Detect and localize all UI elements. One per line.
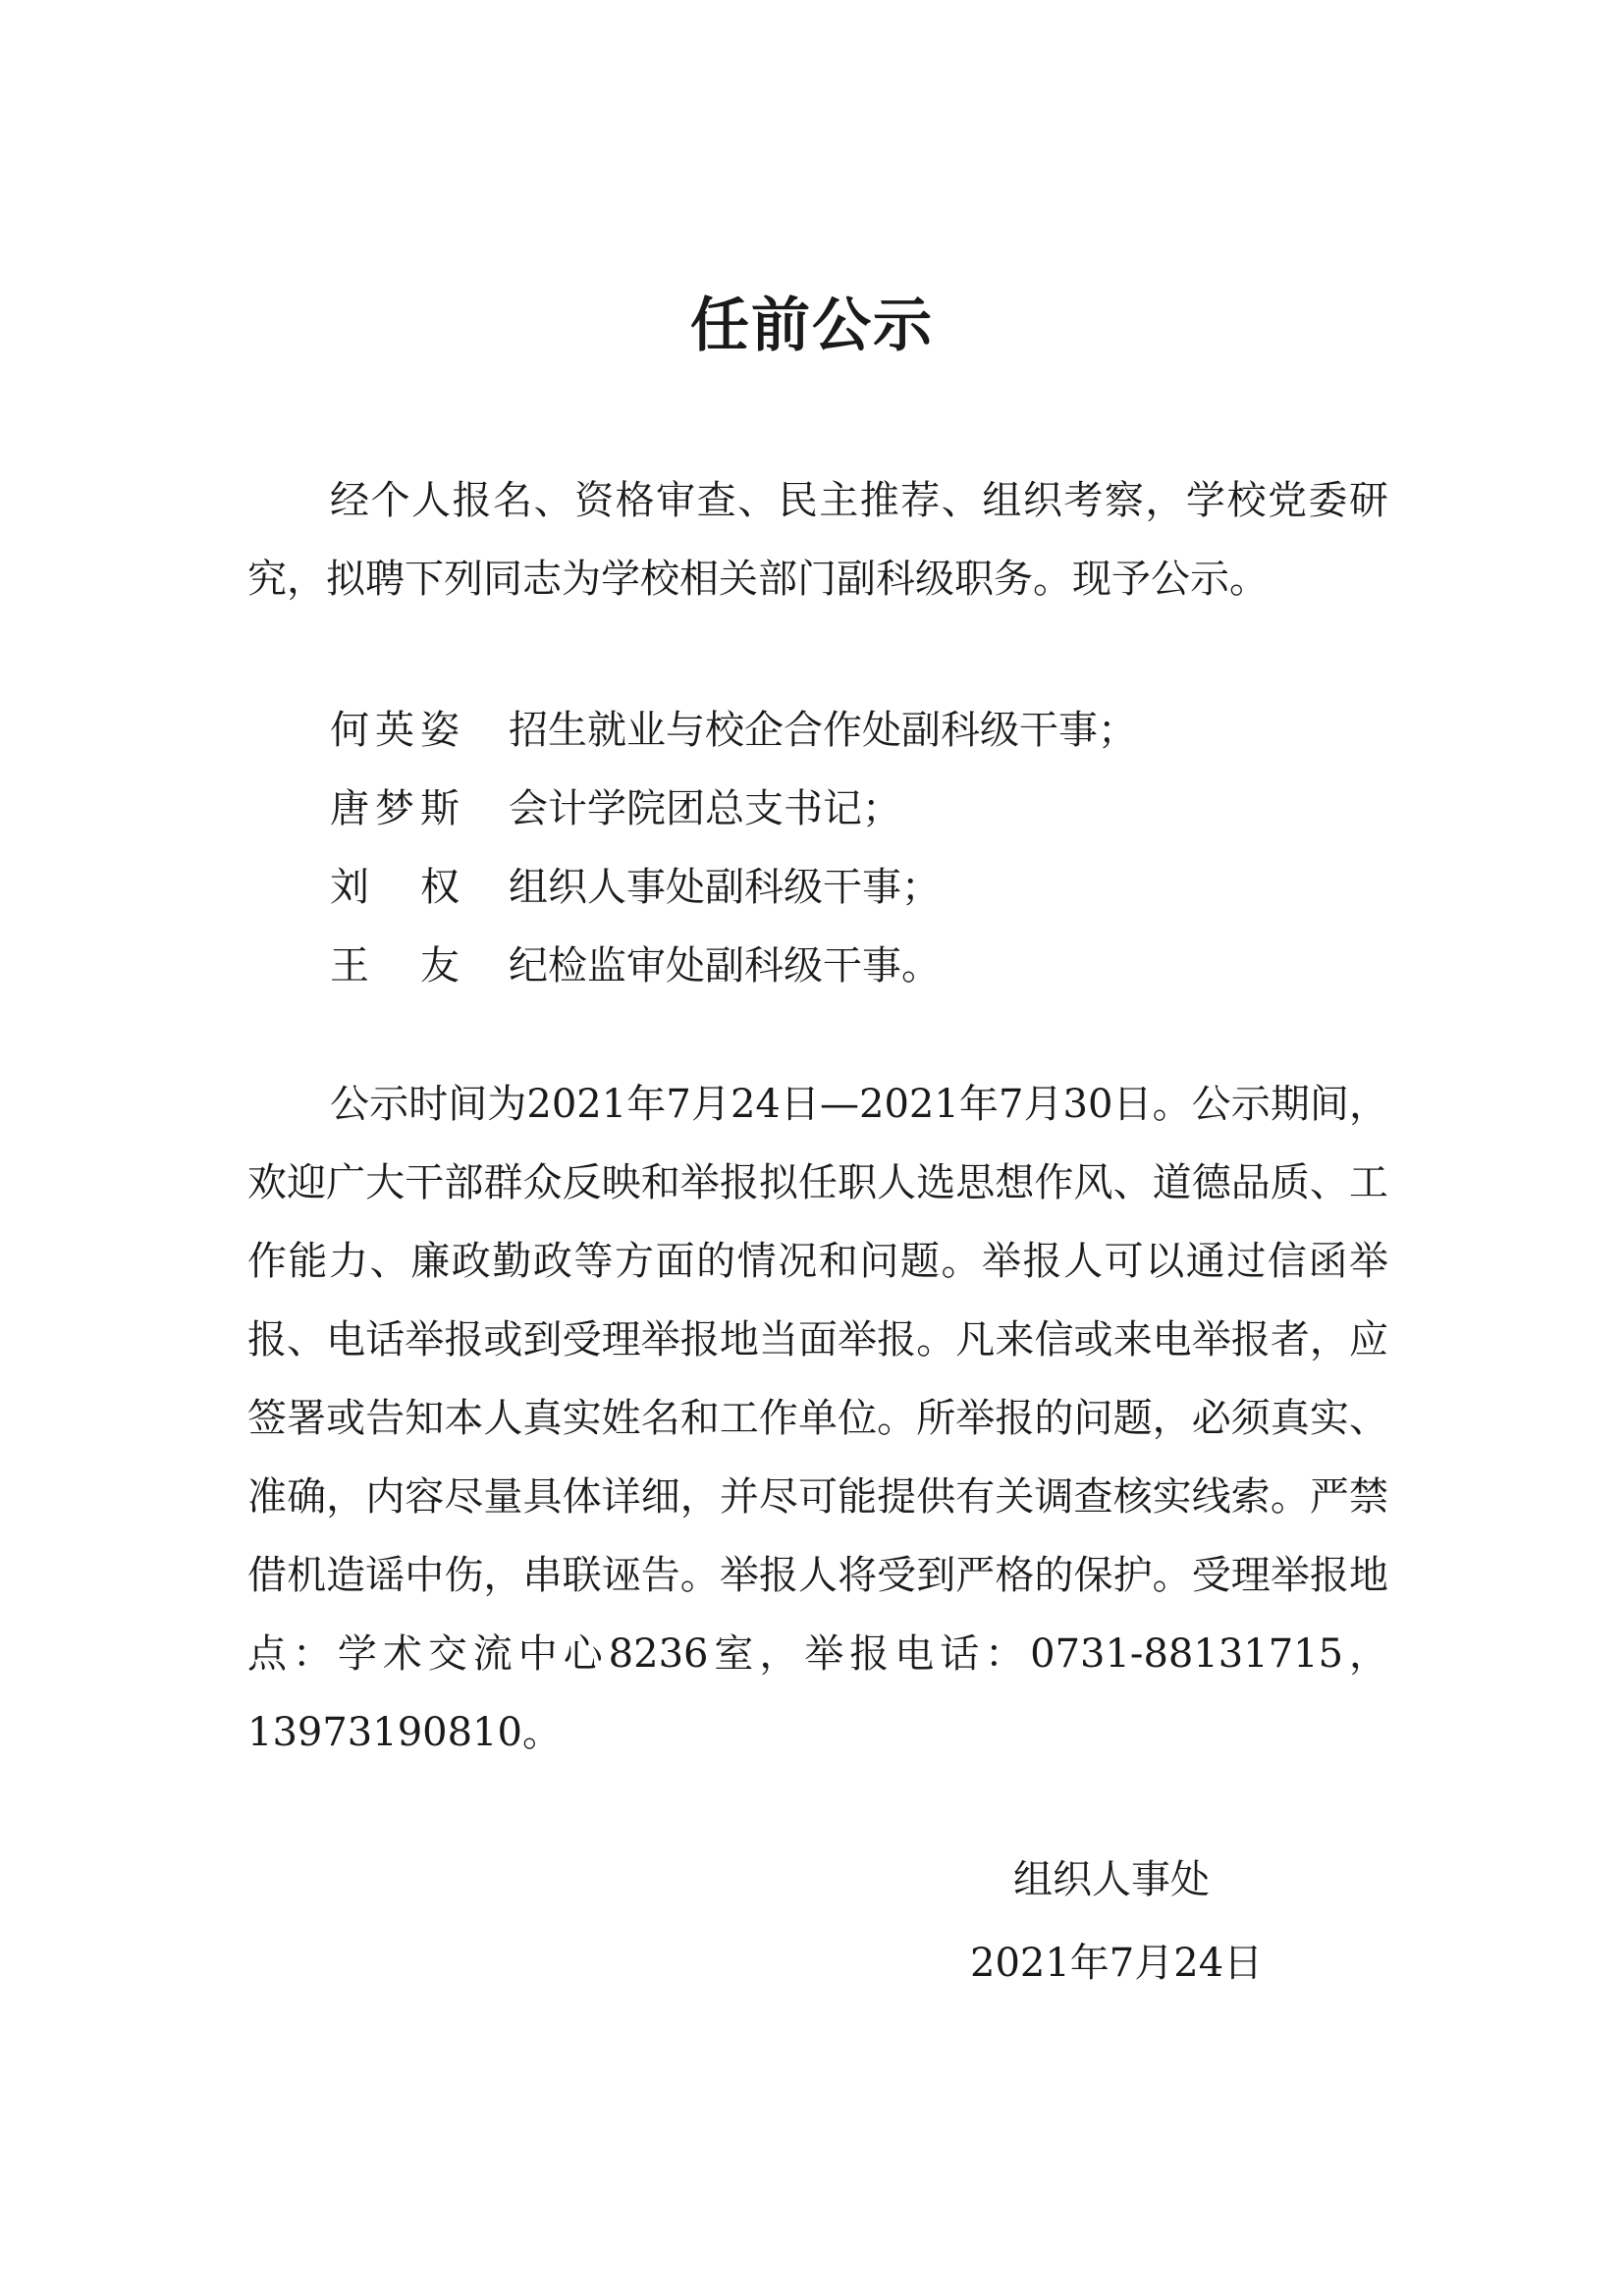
appointee-position: 会计学院团总支书记； (509, 785, 901, 831)
appointee-name: 刘 权 (330, 864, 460, 910)
appointee-name: 王 友 (330, 942, 460, 988)
page-title: 任前公示 (690, 292, 934, 360)
signature-organization: 组织人事处 (1013, 1857, 1210, 1902)
intro-paragraph: 经个人报名、资格审查、民主推荐、组织考察，学校党委研究，拟聘下列同志为学校相关部门副科级职务。现予公示。 (247, 478, 1388, 602)
appointee-position: 组织人事处副科级干事； (509, 864, 941, 910)
appointee-row (330, 766, 1388, 844)
appointee-name: 何 英 姿 (330, 707, 460, 753)
appointee-name: 唐 梦 斯 (330, 785, 460, 831)
appointee-row (330, 687, 1388, 766)
appointee-position: 纪检监审处副科级干事。 (509, 942, 941, 988)
signature-date: 2021年7月24日 (970, 1941, 1264, 1986)
appointee-row (330, 923, 1388, 1001)
notice-paragraph: 公示时间为2021年7月24日—2021年7月30日。公示期间，欢迎广大干部群众反映和举报拟任职人选思想作风、道德品质、工作能力、廉政勤政等方面的情况和问题。举报人可以通过信函举报、电话举报或到受理举报地当面举报。凡来信或来电举报者，应签署或告知本人真实姓名和工作单位。所举报的问题，必须真实、准确，内容尽量具体详细，并尽可能提供有关调查核实线索。严禁借机造谣中伤，串联诬告。举报人将受到严格的保护。受理举报地点：学术交流中心8236室，举报电话：0731-88131715，13973190810。 (247, 1082, 1388, 1755)
appointee-position: 招生就业与校企合作处副科级干事； (509, 707, 1137, 753)
appointee-row (330, 844, 1388, 923)
appointee-list (330, 687, 1388, 1001)
